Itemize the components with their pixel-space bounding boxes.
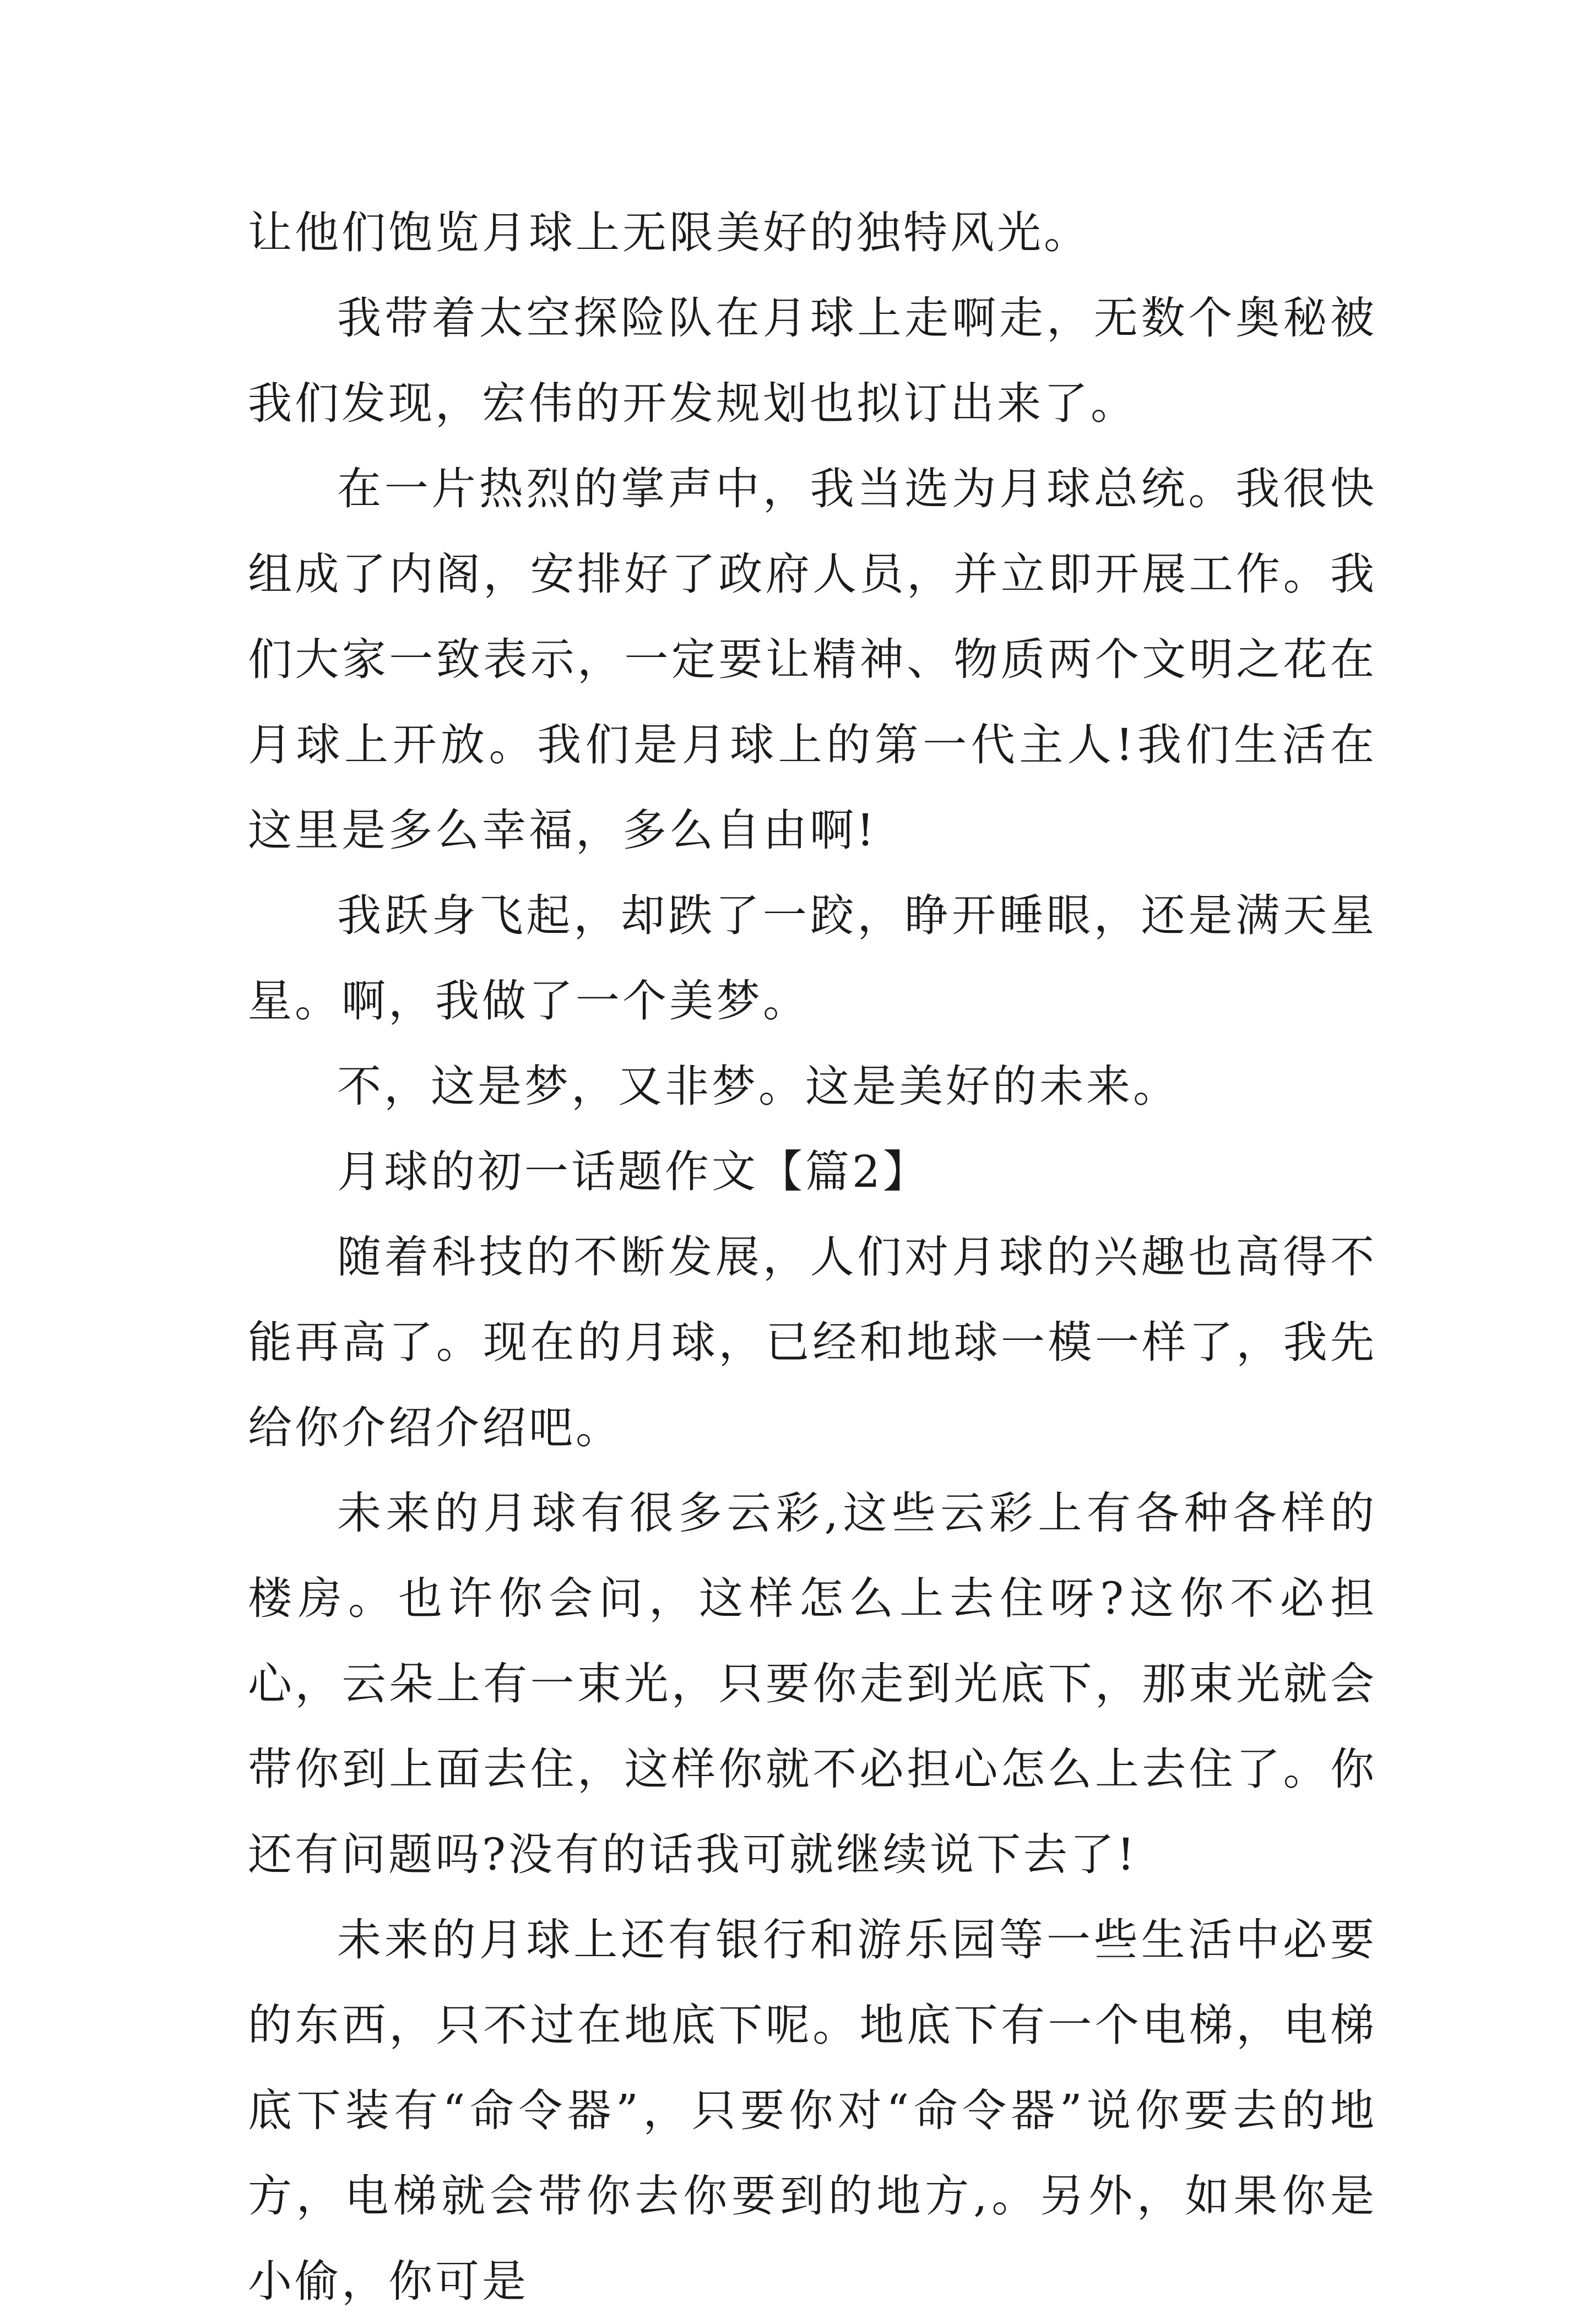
paragraph-5: 不，这是梦，又非梦。这是美好的未来。	[337, 1061, 1180, 1112]
section-heading: 月球的初一话题作文【篇2】	[337, 1146, 930, 1197]
document-body	[248, 190, 1377, 2324]
paragraph-4: 我跃身飞起，却跌了一跤，睁开睡眼，还是满天星星。啊，我做了一个美梦。	[248, 890, 1377, 1027]
paragraph-1: 让他们饱览月球上无限美好的独特风光。	[248, 207, 1091, 258]
paragraph-8: 未来的月球上还有银行和游乐园等一些生活中必要的东西，只不过在地底下呢。地底下有一个电梯，电梯底下装有“命令器”，只要你对“命令器”说你要去的地方，电梯就会带你去你要到的地方,。另外，如果你是小偷，你可是	[248, 1914, 1377, 2307]
paragraph-6: 随着科技的不断发展，人们对月球的兴趣也高得不能再高了。现在的月球，已经和地球一模一样了，我先给你介绍介绍吧。	[248, 1231, 1377, 1453]
paragraph-7: 未来的月球有很多云彩,这些云彩上有各种各样的楼房。也许你会问，这样怎么上去住呀?这你不必担心，云朵上有一束光，只要你走到光底下，那束光就会带你到上面去住，这样你就不必担心怎么上去住了。你还有问题吗?没有的话我可就继续说下去了!	[248, 1487, 1377, 1880]
paragraph-3: 在一片热烈的掌声中，我当选为月球总统。我很快组成了内阁，安排好了政府人员，并立即开展工作。我们大家一致表示，一定要让精神、物质两个文明之花在月球上开放。我们是月球上的第一代主人!我们生活在这里是多么幸福，多么自由啊!	[248, 463, 1377, 856]
paragraph-2: 我带着太空探险队在月球上走啊走，无数个奥秘被我们发现，宏伟的开发规划也拟订出来了。	[248, 292, 1377, 429]
